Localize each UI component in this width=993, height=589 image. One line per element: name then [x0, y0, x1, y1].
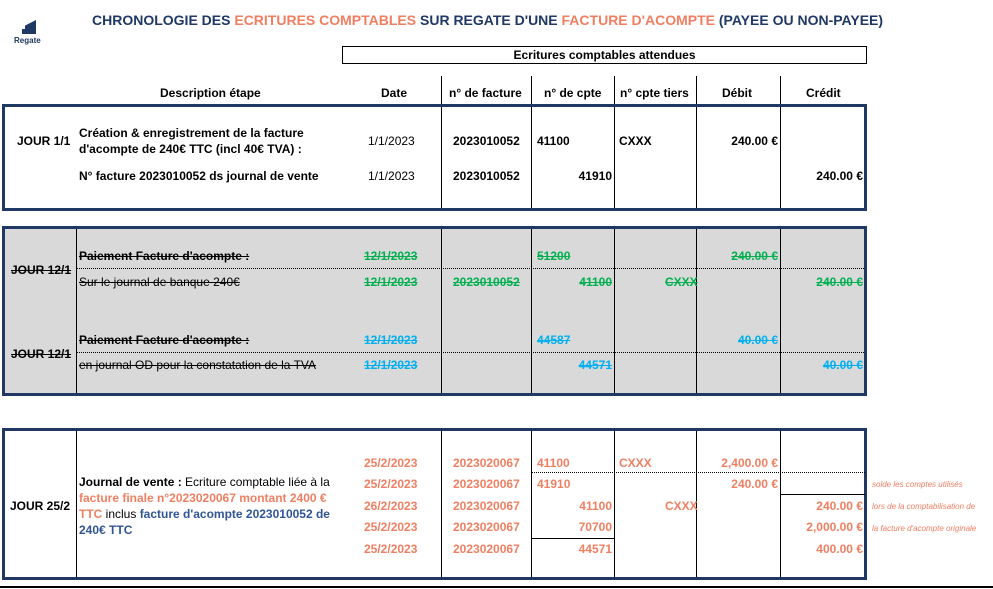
entry-account: 41100 [537, 456, 570, 470]
entry-credit: 240.00 € [816, 275, 863, 289]
header-credit: Crédit [806, 86, 841, 100]
entry-account: 41100 [579, 499, 612, 513]
final-invoice-text: facture finale n°2023020067 montant 2400 € TTC [79, 491, 327, 521]
entry-account: 44587 [537, 333, 571, 347]
entry-date: 25/2/2023 [364, 542, 418, 556]
entry-block-day-1 [2, 104, 867, 211]
side-note: solde les comptes utilisés [872, 480, 963, 489]
entry-credit: 240.00 € [816, 499, 863, 513]
column-divider [696, 107, 697, 208]
column-divider [614, 229, 615, 393]
header-date: Date [381, 86, 408, 100]
entry-date: 25/2/2023 [364, 477, 418, 491]
entry-invoice: 2023010052 [453, 169, 520, 183]
entry-account: 41100 [579, 275, 612, 289]
journal-label: Journal de vente : [79, 475, 182, 489]
entry-date: 1/1/2023 [368, 169, 415, 183]
regate-logo-mark [25, 20, 36, 34]
title-part: CHRONOLOGIE DES [92, 12, 235, 28]
column-divider [441, 229, 442, 393]
step-description-detail: Sur le journal de banque 240€ [79, 275, 240, 289]
column-divider [441, 431, 442, 577]
column-divider [441, 107, 442, 208]
entry-account: 41100 [537, 134, 570, 148]
entry-date: 12/1/2023 [364, 249, 418, 263]
entry-date: 12/1/2023 [364, 358, 418, 372]
step-description [79, 474, 341, 538]
deposit-invoice-text: facture d'acompte 2023010052 de 240€ TTC [79, 507, 330, 537]
description-text: Ecriture comptable liée à la [181, 475, 330, 489]
header-divider [614, 76, 615, 106]
day-label: JOUR 12/1 [11, 263, 72, 277]
header-divider [441, 76, 442, 106]
description-text: inclus [102, 507, 140, 521]
header-account: n° de cpte [544, 86, 602, 100]
entry-invoice: 2023020067 [453, 520, 520, 534]
entry-credit: 40.00 € [822, 358, 863, 372]
step-description: Paiement Facture d'acompte : [79, 333, 250, 347]
day-label: JOUR 12/1 [11, 347, 72, 361]
title-part: SUR REGATE D'UNE [416, 12, 562, 28]
entry-account: 41910 [537, 477, 571, 491]
row-separator [531, 472, 865, 473]
entry-debit: 240.00 € [731, 249, 778, 263]
entry-credit: 2,000.00 € [806, 520, 863, 534]
step-description-detail: N° facture 2023010052 ds journal de vente [79, 169, 319, 183]
header-debit: Débit [722, 86, 752, 100]
entry-third-party: CXXX [619, 456, 652, 470]
column-divider [780, 107, 781, 208]
header-description: Description étape [160, 86, 261, 100]
entry-invoice: 2023020067 [453, 456, 520, 470]
expected-entries-header: Ecritures comptables attendues [342, 46, 867, 64]
bottom-rule [0, 586, 993, 588]
regate-logo-mark-step [22, 29, 26, 34]
entry-credit: 400.00 € [816, 542, 863, 556]
entry-account: 41910 [578, 169, 612, 183]
header-third-party: n° cpte tiers [620, 86, 689, 100]
entry-account: 44571 [578, 542, 612, 556]
entry-debit: 40.00 € [737, 333, 778, 347]
entry-invoice: 2023020067 [453, 499, 520, 513]
entry-account: 70700 [578, 520, 612, 534]
entry-date: 25/2/2023 [364, 520, 418, 534]
header-divider [696, 76, 697, 106]
header-invoice: n° de facture [449, 86, 522, 100]
entry-third-party: CXXX [665, 499, 698, 513]
entry-date: 12/1/2023 [364, 333, 418, 347]
step-description-detail: en journal OD pour la constatation de la TVA [79, 358, 317, 372]
column-divider [531, 107, 532, 208]
entry-third-party: CXXX [665, 275, 698, 289]
column-divider [614, 431, 615, 577]
entry-date: 12/1/2023 [364, 275, 418, 289]
entry-date: 25/2/2023 [364, 456, 418, 470]
step-description: Création & enregistrement de la facture d'acompte de 240€ TTC (incl 40€ TVA) : [79, 126, 304, 156]
header-divider [780, 76, 781, 106]
entry-invoice: 2023020067 [453, 477, 520, 491]
entry-credit: 240.00 € [816, 169, 863, 183]
row-separator [780, 494, 865, 495]
column-divider [76, 229, 77, 393]
regate-logo [14, 20, 50, 48]
day-label: JOUR 1/1 [17, 134, 71, 148]
entry-account: 44571 [578, 358, 612, 372]
entry-debit: 240.00 € [731, 477, 778, 491]
entry-invoice: 2023010052 [453, 275, 520, 289]
row-separator [531, 538, 614, 539]
regate-logo-text: Regate [14, 36, 41, 45]
row-separator [76, 352, 864, 353]
title-highlight: ECRITURES COMPTABLES [234, 12, 417, 28]
side-note: la facture d'acompte originale [872, 524, 977, 533]
day-label: JOUR 25/2 [10, 499, 71, 513]
entry-account: 51200 [537, 249, 571, 263]
step-description: Paiement Facture d'acompte : [79, 249, 250, 263]
entry-invoice: 2023020067 [453, 542, 520, 556]
page-title [92, 12, 883, 28]
row-separator [76, 268, 864, 269]
title-highlight: FACTURE D'ACOMPTE [561, 12, 715, 28]
column-divider [76, 431, 77, 577]
entry-debit: 2,400.00 € [721, 456, 778, 470]
side-note: lors de la comptabilisation de [872, 502, 976, 511]
entry-third-party: CXXX [619, 134, 652, 148]
entry-date: 26/2/2023 [364, 499, 418, 513]
title-part: (PAYEE OU NON-PAYEE) [714, 12, 884, 28]
entry-debit: 240.00 € [731, 134, 778, 148]
header-divider [531, 76, 532, 106]
entry-date: 1/1/2023 [368, 134, 415, 148]
entry-invoice: 2023010052 [453, 134, 520, 148]
column-divider [614, 107, 615, 208]
